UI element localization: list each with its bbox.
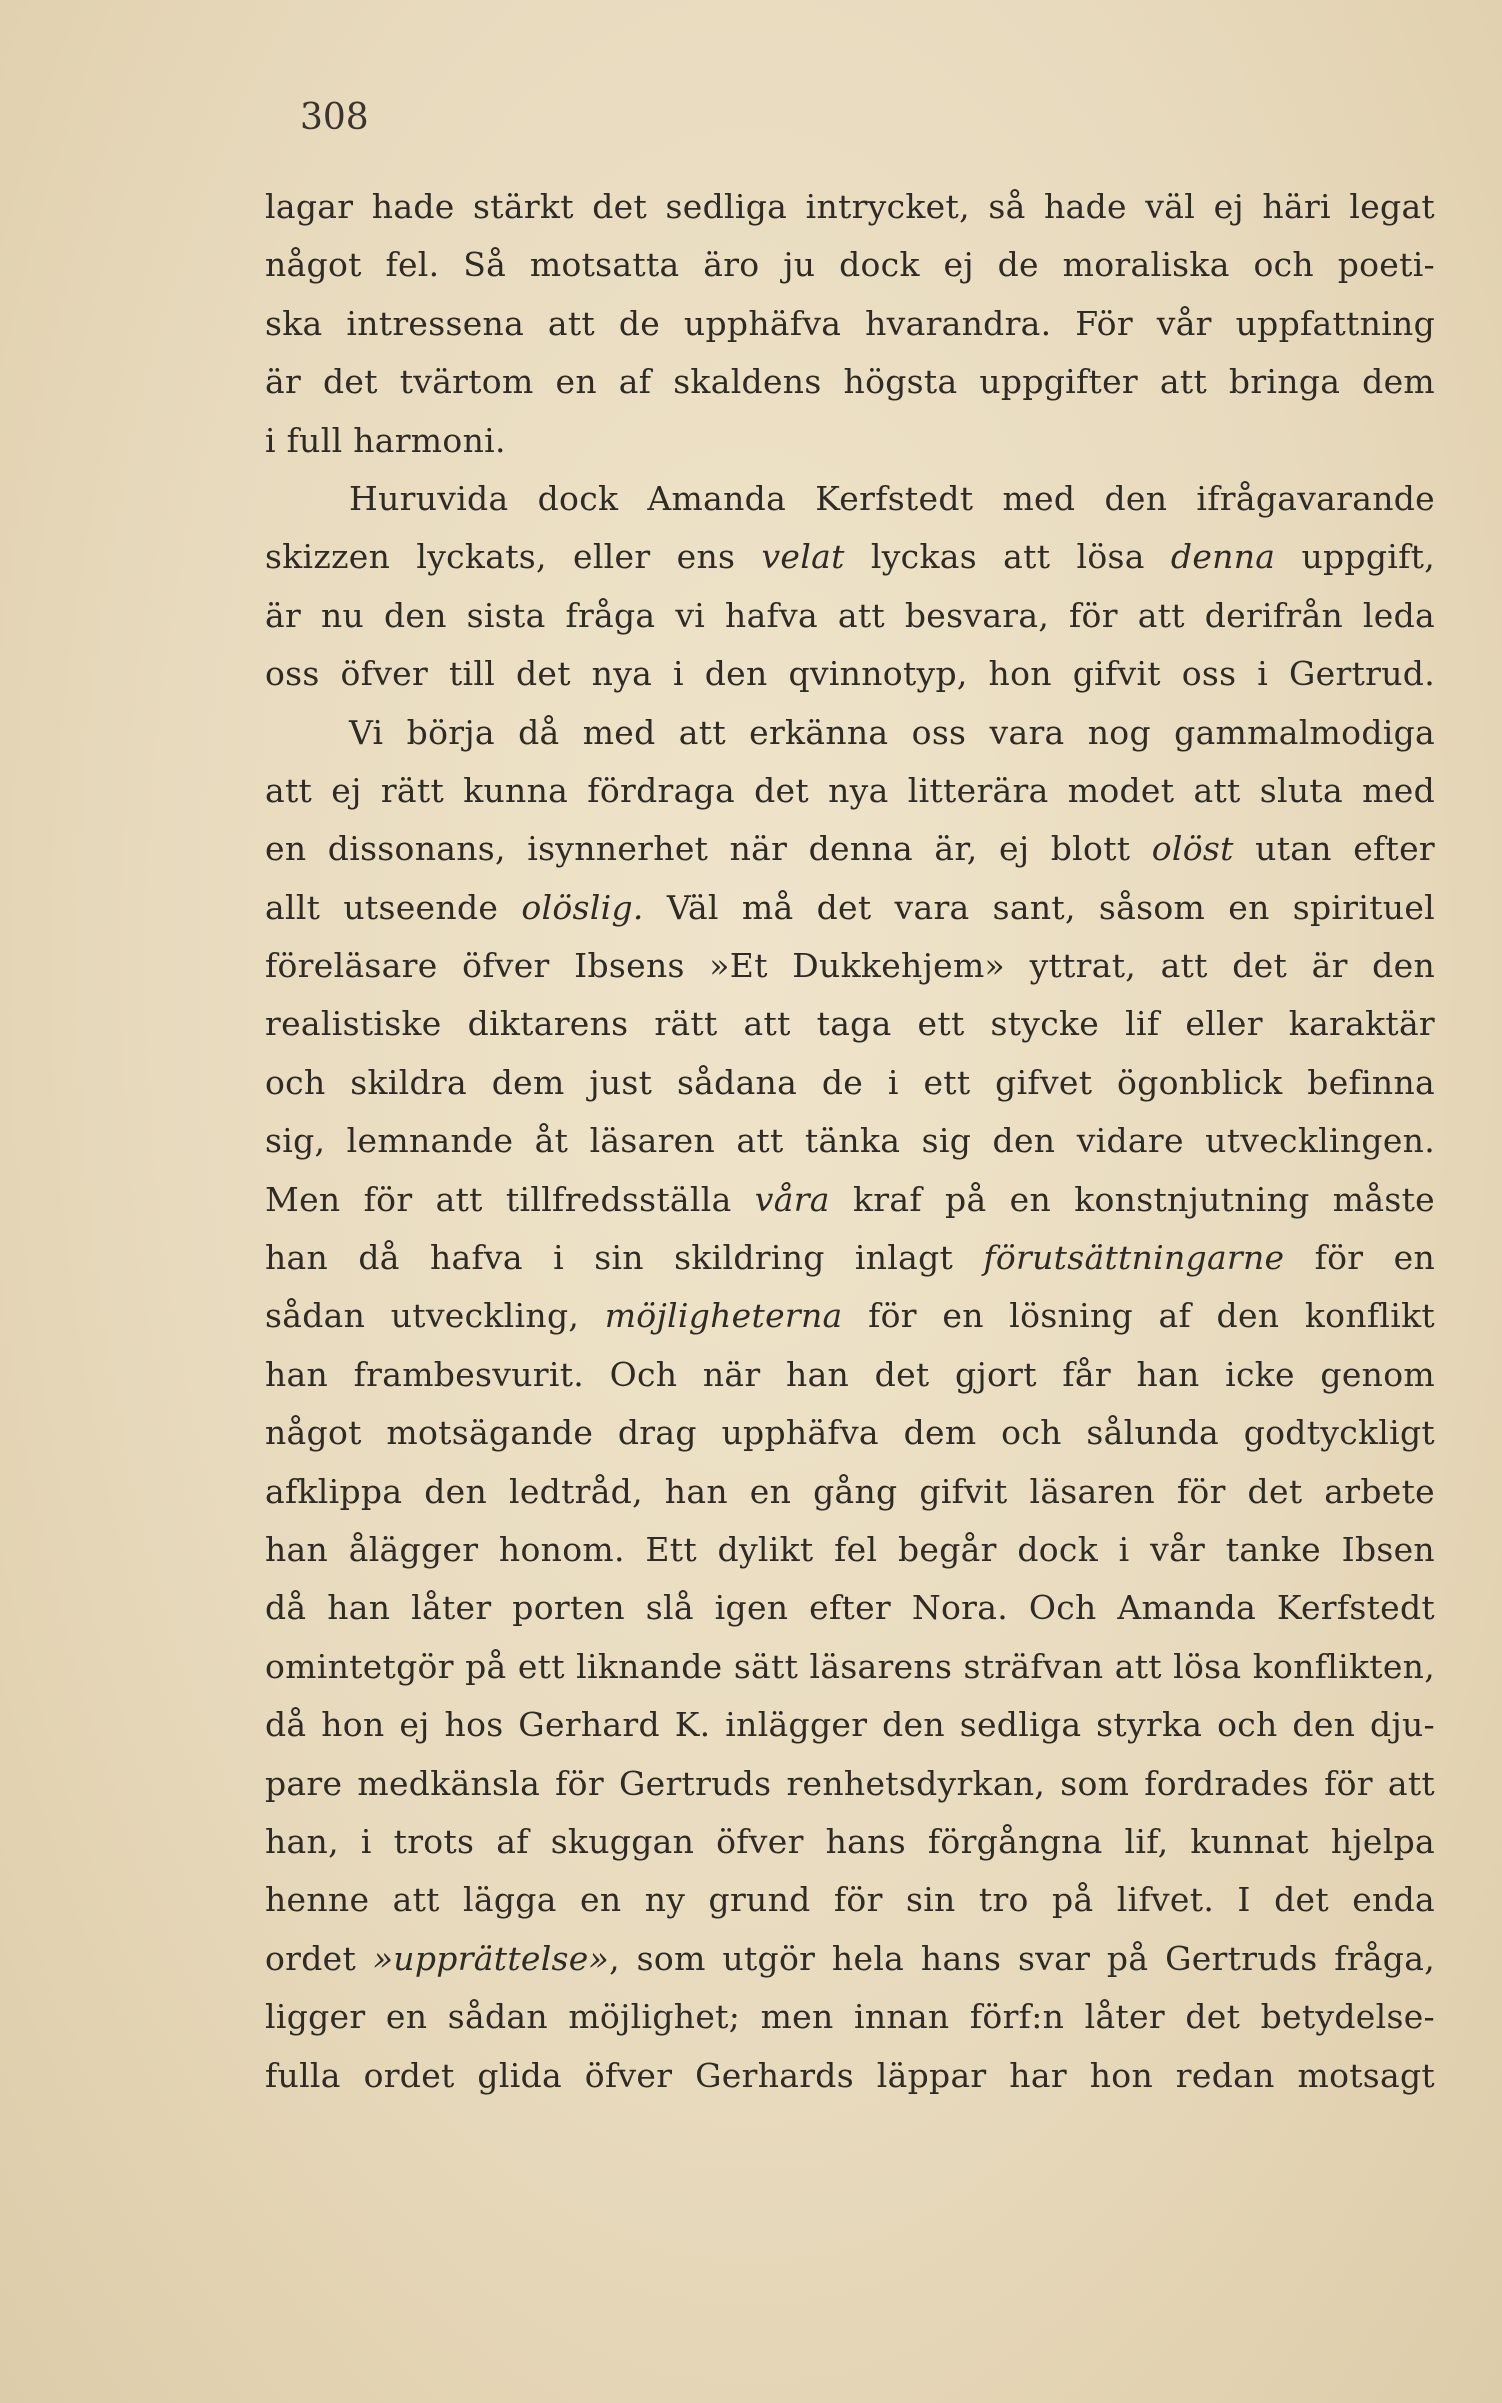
text-line [265,470,1435,528]
text-line [265,1054,1435,1112]
text-segment: Vi börja då med att erkänna oss vara nog gammalmodiga [349,712,1435,752]
text-segment: är nu den sista fråga vi hafva att besvara, för att derifrån leda [265,595,1435,635]
text-segment: för en lösning af den konflikt [842,1296,1435,1336]
text-segment: ska intressena att de upphäfva hvarandra. För vår uppfattning [265,303,1435,343]
text-segment: lagar hade stärkt det sedliga intrycket, så hade väl ej häri legat [265,187,1435,226]
italic-text: »upprättelse» [372,1938,610,1978]
text-segment: då hon ej hos Gerhard K. inlägger den sedliga styrka och den dju- [265,1705,1435,1745]
text-segment: pare medkänsla för Gertruds renhetsdyrkan, som fordrades för att [265,1763,1435,1803]
text-segment: han, i trots af skuggan öfver hans förgångna lif, kunnat hjelpa [265,1821,1435,1861]
text-line [265,937,1435,995]
italic-text: möjligheterna [604,1296,843,1336]
text-segment: realistiske diktarens rätt att taga ett stycke lif eller karaktär [265,1004,1435,1044]
text-line [265,528,1435,586]
italic-text: denna [1170,537,1276,577]
text-segment: föreläsare öfver Ibsens »Et Dukkehjem» yttrat, att det är den [265,946,1435,986]
text-segment: sådan utveckling, [265,1296,605,1336]
text-segment: oss öfver till det nya i den qvinnotyp, hon gifvit oss i Gertrud. [265,654,1435,694]
text-line [265,995,1435,1053]
text-line [265,1521,1435,1579]
text-line [265,1871,1435,1929]
text-line [265,236,1435,294]
text-line [265,704,1435,762]
text-segment: han frambesvurit. Och när han det gjort får han icke genom [265,1354,1435,1394]
text-segment: är det tvärtom en af skaldens högsta uppgifter att bringa dem [265,362,1435,402]
italic-text: olöst [1151,829,1234,869]
text-segment: omintetgör på ett liknande sätt läsarens sträfvan att lösa konflikten, [265,1646,1435,1686]
text-segment: något motsägande drag upphäfva dem och sålunda godtyckligt [265,1413,1435,1453]
text-line [265,645,1435,703]
text-segment: Väl må det vara sant, såsom en spirituel [643,887,1436,927]
text-segment: att ej rätt kunna fördraga det nya litterära modet att sluta med [265,770,1435,810]
text-line [265,820,1435,878]
text-line [265,1579,1435,1637]
text-segment: en dissonans, isynnerhet när denna är, ej blott [265,829,1152,869]
text-line [265,587,1435,645]
text-segment: Huruvida dock Amanda Kerfstedt med den ifrågavarande [349,478,1435,518]
text-line [265,1696,1435,1754]
text-line [265,295,1435,353]
text-segment: uppgift, [1275,537,1436,577]
text-segment: fulla ordet glida öfver Gerhards läppar har hon redan motsagt [265,2055,1435,2095]
text-segment: då han låter porten slå igen efter Nora. Och Amanda Kerfstedt [265,1588,1435,1628]
text-segment: allt utseende [265,887,522,927]
text-segment: lyckas att lösa [844,537,1171,577]
text-segment: Men för att tillfredsställa [265,1179,755,1219]
text-line [265,1287,1435,1345]
text-segment: i full harmoni. [265,420,506,460]
text-segment: afklippa den ledtråd, han en gång gifvit läsaren för det arbete [265,1471,1435,1511]
text-line [265,1463,1435,1521]
text-segment: han då hafva i sin skildring inlagt [265,1238,984,1278]
text-line [265,1755,1435,1813]
body-text [265,178,1435,2105]
text-line [265,1813,1435,1871]
text-segment: skizzen lyckats, eller ens [265,537,762,577]
text-segment: för en [1284,1238,1435,1278]
text-line [265,178,1435,236]
text-line [265,879,1435,937]
page-number: 308 [300,97,369,138]
text-line [265,1171,1435,1229]
text-line [265,1112,1435,1170]
text-segment: ordet [265,1938,373,1978]
italic-text: velat [761,537,845,577]
text-segment: henne att lägga en ny grund för sin tro på lifvet. I det enda [265,1880,1435,1920]
text-segment: något fel. Så motsatta äro ju dock ej de moraliska och poeti- [265,245,1435,285]
text-segment: utan efter [1233,829,1435,869]
text-segment: kraf på en konstnjutning måste [829,1179,1436,1219]
italic-text: våra [754,1179,830,1219]
text-segment: sig, lemnande åt läsaren att tänka sig den vidare utvecklingen. [265,1121,1435,1161]
text-line [265,1988,1435,2046]
text-line [265,1638,1435,1696]
text-segment: , som utgör hela hans svar på Gertruds fråga, [609,1938,1435,1978]
text-line [265,2047,1435,2105]
text-line [265,1404,1435,1462]
italic-text: förutsättningarne [983,1238,1285,1278]
text-line [265,1930,1435,1988]
text-segment: och skildra dem just sådana de i ett gifvet ögonblick befinna [265,1062,1435,1102]
text-line [265,1346,1435,1404]
text-line [265,353,1435,411]
text-segment: han ålägger honom. Ett dylikt fel begår dock i vår tanke Ibsen [265,1529,1435,1569]
italic-text: olöslig. [521,887,644,927]
text-line [265,412,1435,470]
text-segment: ligger en sådan möjlighet; men innan förf:n låter det betydelse- [265,1997,1435,2037]
text-line [265,762,1435,820]
text-line [265,1229,1435,1287]
